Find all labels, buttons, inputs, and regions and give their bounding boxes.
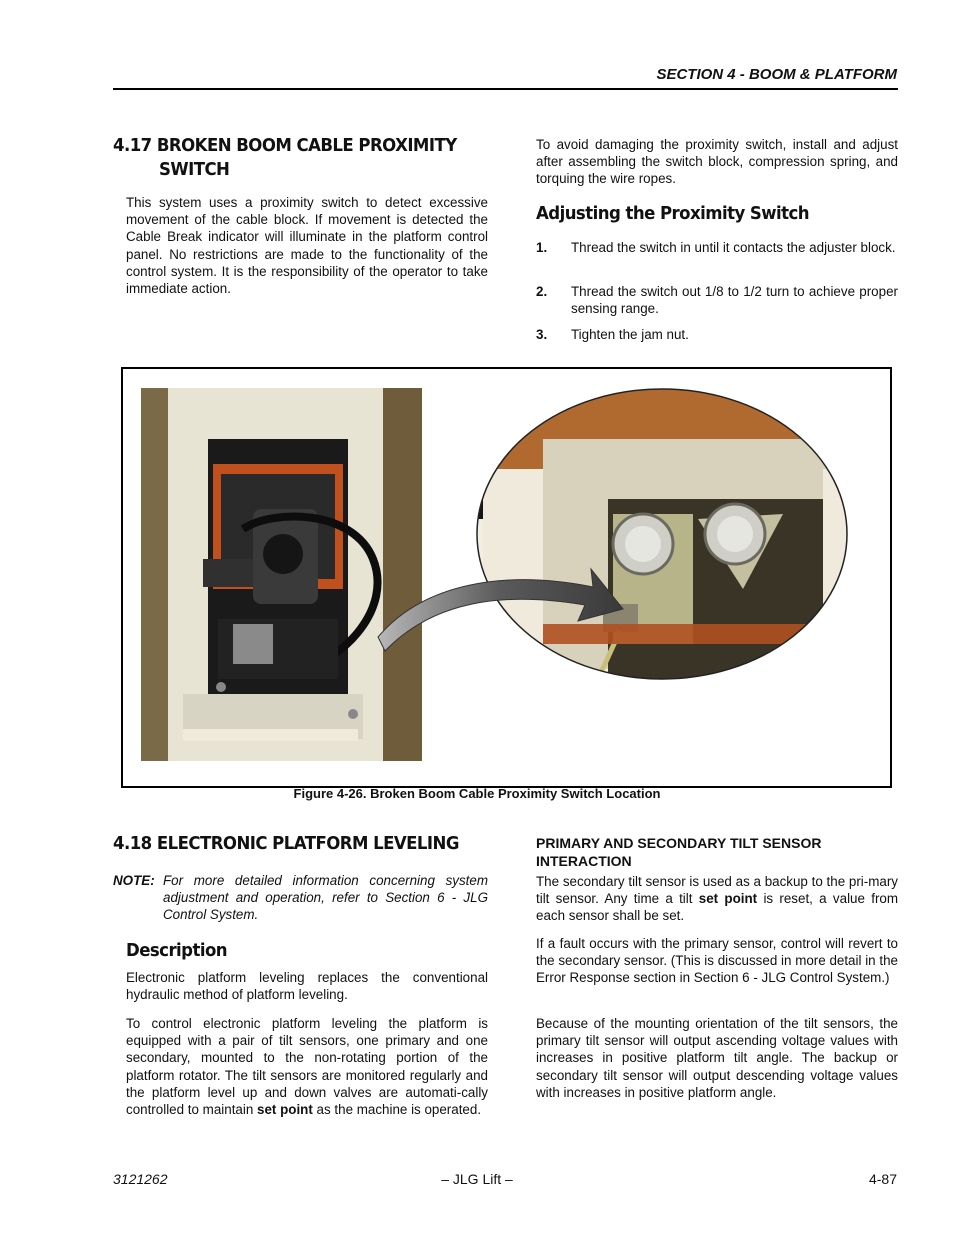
tilt-paragraph-3: Because of the mounting orientation of the tilt sensors, the primary tilt sensor will output ascending voltage values with increases in positive platform tilt angle. The backup or secondary tilt sensor will output descending voltage values with increases in positive platform angle. [536, 1016, 898, 1100]
note-block [113, 872, 488, 926]
section-417-paragraph: This system uses a proximity switch to detect excessive movement of the cable block. If movement is detected the Cable Break indicator will illuminate in the platform control panel. No restrictions are made to the functionality of the control system. It is the responsibility of the operator to take immediate action. [126, 195, 488, 297]
set-point-term: set point [257, 1102, 313, 1118]
boom-photo [141, 388, 422, 761]
header-rule [113, 88, 898, 90]
description-heading: Description [126, 940, 228, 961]
footer-center: – JLG Lift – [441, 1171, 513, 1187]
description-paragraph-1: Electronic platform leveling replaces the conventional hydraulic method of platform leveling. [126, 970, 488, 1003]
step-3 [536, 326, 898, 344]
step-number: 3. [536, 327, 548, 342]
figure-photos [123, 369, 890, 786]
step-text: Thread the switch out 1/8 to 1/2 turn to achieve proper sensing range. [571, 284, 898, 317]
tilt-paragraph-1-text-c: is reset, a value from each sensor shall be set. [536, 891, 899, 924]
step-number: 2. [536, 284, 548, 299]
step-number: 1. [536, 240, 548, 255]
section-417-title-line1: 4.17 BROKEN BOOM CABLE PROXIMITY [113, 135, 457, 156]
step-text: Tighten the jam nut. [571, 327, 689, 342]
tilt-paragraph-1 [536, 873, 898, 925]
set-point-term: set point [698, 891, 758, 907]
tilt-paragraph-1-text-a: The secondary tilt sensor is used as a backup to the pri-mary tilt sensor. Any time a tilt [536, 874, 898, 907]
note-label: NOTE: [113, 873, 155, 888]
tilt-sensor-heading: PRIMARY AND SECONDARY TILT SENSOR INTERACTION [536, 835, 822, 869]
step-2 [536, 283, 898, 319]
section-418-title: 4.18 ELECTRONIC PLATFORM LEVELING [113, 833, 459, 854]
figure-frame [121, 367, 892, 788]
step-1 [536, 239, 898, 275]
section-417-title [113, 134, 457, 182]
section-header: SECTION 4 - BOOM & PLATFORM [656, 66, 897, 83]
description-paragraph-2-text-a: To control electronic platform leveling the platform is equipped with a pair of tilt sensors, one primary and one secondary, mounted to the non-rotating portion of the platform rotator. The tilt sensors are monitored regularly and the platform level up and down valves are automati-cally controlled to maintain [126, 1016, 488, 1118]
footer-doc-number: 3121262 [113, 1171, 168, 1187]
section-417-title-line2: SWITCH [159, 159, 230, 180]
proximity-install-paragraph: To avoid damaging the proximity switch, install and adjust after assembling the switch block, compression spring, and torquing the wire ropes. [536, 137, 898, 187]
adjusting-heading: Adjusting the Proximity Switch [536, 203, 810, 224]
switch-closeup-photo [477, 389, 863, 679]
figure-caption: Figure 4-26. Broken Boom Cable Proximity Switch Location [293, 786, 661, 801]
tilt-paragraph-2: If a fault occurs with the primary sensor, control will revert to the secondary sensor. (This is discussed in more detail in the Error Response section in Section 6 - JLG Control System.) [536, 936, 898, 986]
note-text: For more detailed information concerning system adjustment and operation, refer to Section 6 - JLG Control System. [163, 873, 488, 923]
footer-page-number: 4-87 [868, 1171, 897, 1187]
step-text: Thread the switch in until it contacts the adjuster block. [571, 240, 896, 255]
description-paragraph-2-text-c: as the machine is operated. [312, 1102, 482, 1118]
description-paragraph-2 [126, 1015, 488, 1118]
